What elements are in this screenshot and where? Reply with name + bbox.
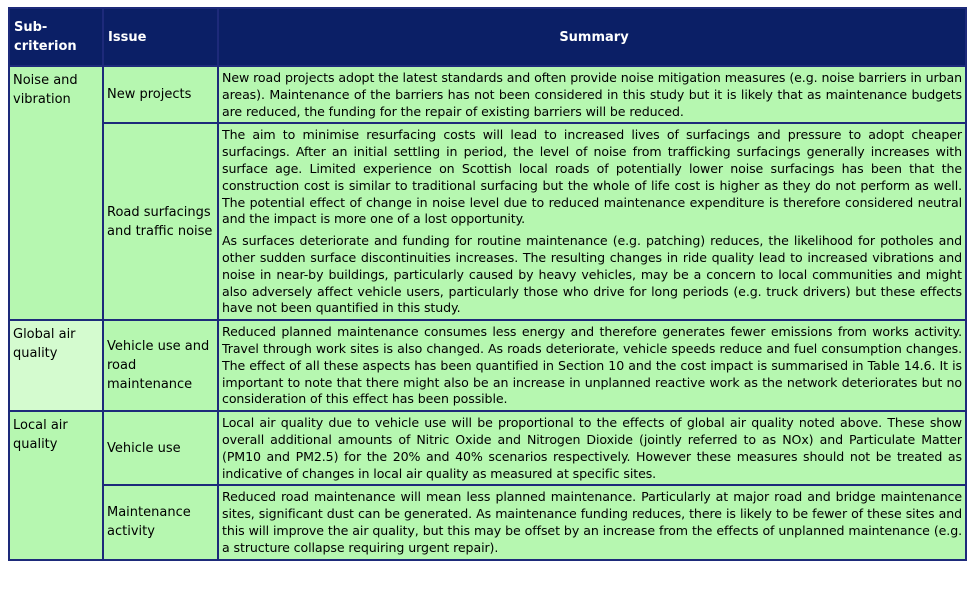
table-container [8, 7, 965, 561]
sub-criterion-noise-vibration: Noise and vibration [9, 66, 103, 320]
summary-new-projects [218, 66, 966, 123]
table-row [9, 320, 966, 411]
issue-new-projects: New projects [103, 66, 218, 123]
summary-paragraph: New road projects adopt the latest standards and often provide noise mitigation measures (e.g. noise barriers in urban areas). Maintenance of the barriers has not been considered in this study but it is likely that as maintenance budgets are reduced, the funding for the repair of existing barriers will be reduced. [222, 70, 962, 119]
summary-paragraph: As surfaces deteriorate and funding for routine maintenance (e.g. patching) reduces, the likelihood for potholes and other sudden surface discontinuities increases. The resulting changes in ride quality lead to increased vibrations and noise in near-by buildings, particularly caused by heavy vehicles, may be a concern to local communities and might also adversely affect vehicle users, particularly those who drive for long periods (e.g. truck drivers) but these effects have not been quantified in this study. [222, 233, 962, 316]
table-row [9, 123, 966, 320]
issue-road-surfacings: Road surfacings and traffic noise [103, 123, 218, 320]
header-summary: Summary [218, 8, 966, 66]
issue-maintenance-activity: Maintenance activity [103, 485, 218, 559]
sub-criteria-table [8, 7, 967, 561]
header-issue: Issue [103, 8, 218, 66]
issue-vehicle-use-road-maintenance: Vehicle use and road maintenance [103, 320, 218, 411]
table-header-row [9, 8, 966, 66]
table-row [9, 485, 966, 559]
summary-paragraph: The aim to minimise resurfacing costs will lead to increased lives of surfacings and pressure to adopt cheaper surfacings. After an initial settling in period, the level of noise from trafficking surfacings generally increases with surface age. Limited experience on Scottish local roads of potentially lower noise surfacings has been that the construction cost is similar to traditional surfacing but the whole of life cost is higher as they do not perform as well. The potential effect of change in noise level due to reduced maintenance expenditure is therefore considered neutral and the impact is more one of a lost opportunity. [222, 127, 962, 227]
table-row [9, 411, 966, 485]
summary-vehicle-use [218, 411, 966, 485]
summary-maintenance-activity [218, 485, 966, 559]
sub-criterion-global-air-quality: Global air quality [9, 320, 103, 411]
summary-road-surfacings [218, 123, 966, 320]
summary-paragraph: Reduced road maintenance will mean less planned maintenance. Particularly at major road and bridge maintenance sites, significant dust can be generated. As maintenance funding reduces, there is likely to be fewer of these sites and this will improve the air quality, but this may be offset by an increase from the effects of unplanned maintenance (e.g. a structure collapse requiring urgent repair). [222, 489, 962, 555]
summary-paragraph: Reduced planned maintenance consumes less energy and therefore generates fewer emissions from works activity. Travel through work sites is also changed. As roads deteriorate, vehicle speeds reduce and fuel consumption changes. The effect of all these aspects has been quantified in Section 10 and the cost impact is summarised in Table 14.6. It is important to note that there might also be an increase in unplanned reactive work as the network deteriorates but no consideration of this effect has been possible. [222, 324, 962, 407]
header-sub-criterion: Sub- criterion [9, 8, 103, 66]
issue-vehicle-use: Vehicle use [103, 411, 218, 485]
summary-vehicle-use-road-maintenance [218, 320, 966, 411]
table-row [9, 66, 966, 123]
summary-paragraph: Local air quality due to vehicle use will be proportional to the effects of global air quality noted above. These show overall additional amounts of Nitric Oxide and Nitrogen Dioxide (jointly referred to as NOx) and Particulate Matter (PM10 and PM2.5) for the 20% and 40% scenarios respectively. However these measures should not be treated as indicative of changes in local air quality as measured at specific sites. [222, 415, 962, 481]
sub-criterion-local-air-quality: Local air quality [9, 411, 103, 559]
